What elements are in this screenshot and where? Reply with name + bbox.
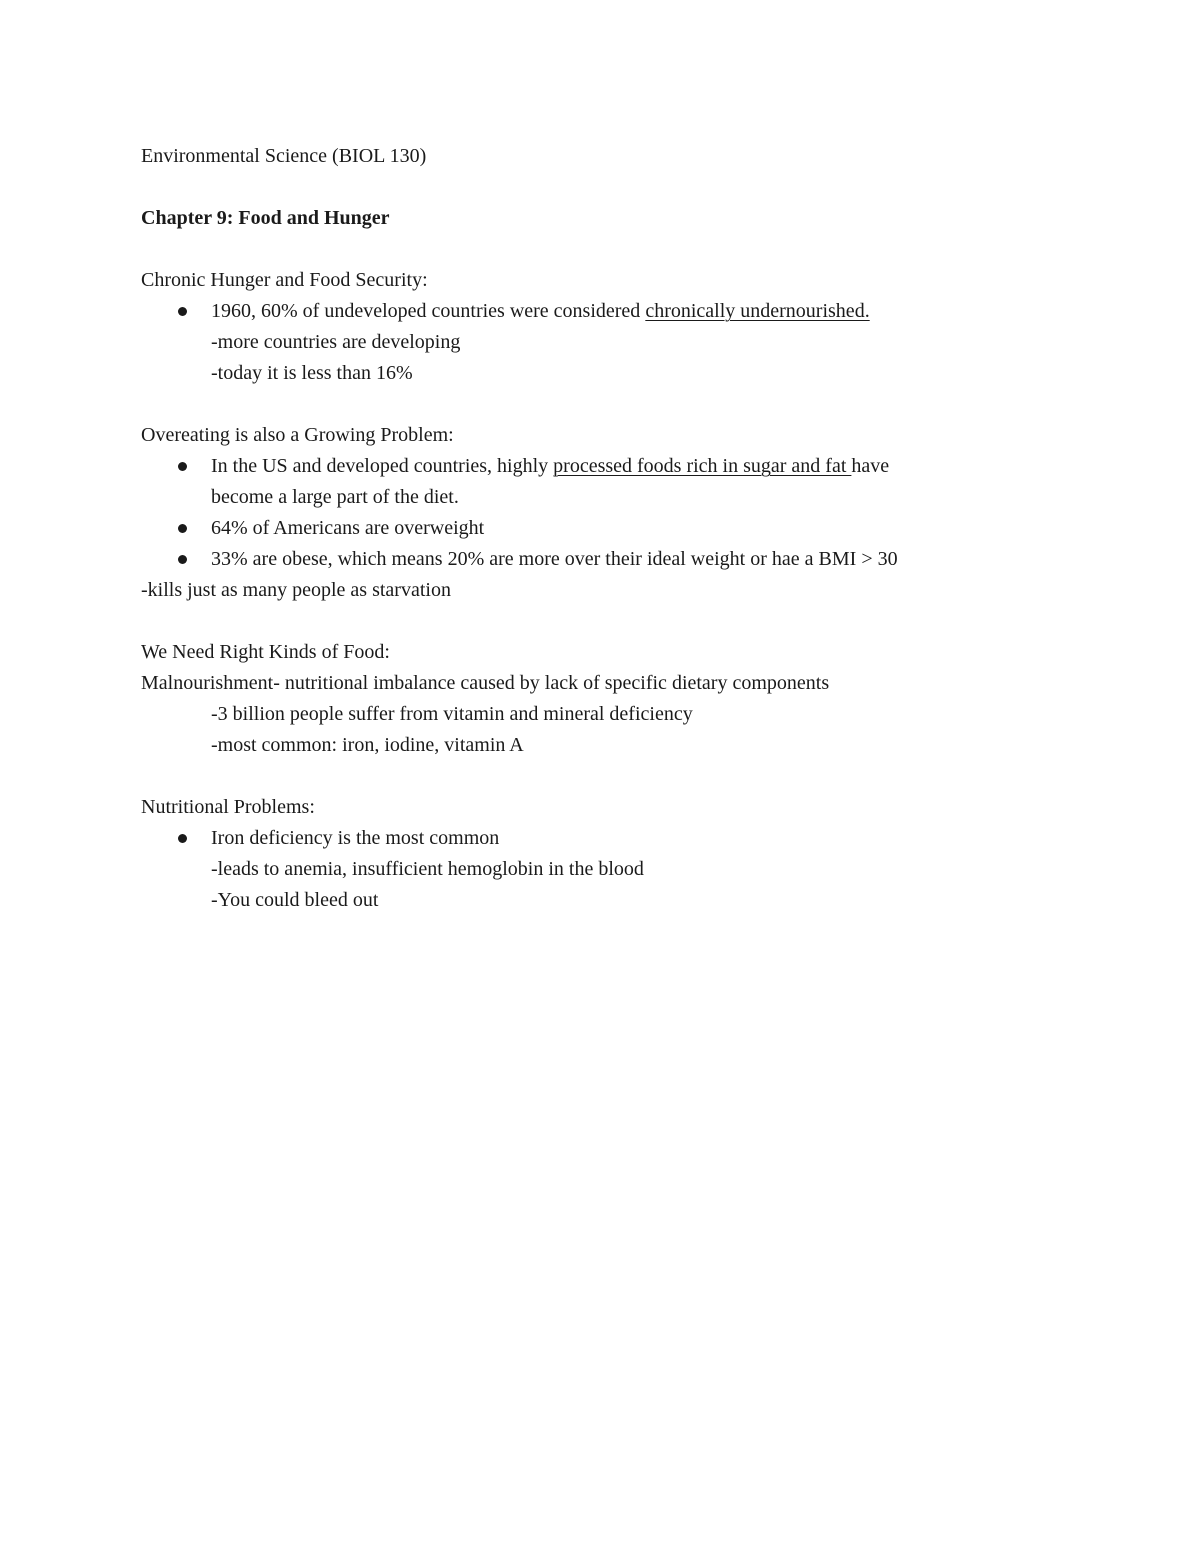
underlined-term: processed foods rich in sugar and fat	[553, 455, 852, 477]
bullet-icon	[178, 555, 187, 564]
note: -kills just as many people as starvation	[141, 579, 451, 601]
bullet-icon	[178, 524, 187, 533]
list-item: 33% are obese, which means 20% are more over their ideal weight or hae a BMI > 30	[211, 548, 898, 570]
sub-note: -today it is less than 16%	[211, 362, 413, 384]
list-item: 64% of Americans are overweight	[211, 517, 485, 539]
bullet-icon	[178, 462, 187, 471]
list-item	[211, 451, 889, 482]
list-item-text: In the US and developed countries, highly	[211, 455, 554, 477]
sub-note: -leads to anemia, insufficient hemoglobin in the blood	[211, 858, 644, 880]
list-item-text: have	[851, 455, 890, 477]
underlined-term: chronically undernourished.	[645, 300, 870, 322]
bullet-icon	[178, 307, 187, 316]
list-item	[211, 296, 870, 327]
section-heading-nutritional: Nutritional Problems:	[141, 796, 315, 818]
sub-note: -3 billion people suffer from vitamin and mineral deficiency	[211, 703, 693, 725]
chapter-title: Chapter 9: Food and Hunger	[141, 207, 390, 229]
section-heading-chronic-hunger: Chronic Hunger and Food Security:	[141, 269, 428, 291]
definition: Malnourishment- nutritional imbalance caused by lack of specific dietary components	[141, 672, 830, 694]
sub-note: -You could bleed out	[211, 889, 379, 911]
sub-note: -more countries are developing	[211, 331, 461, 353]
course-title: Environmental Science (BIOL 130)	[141, 145, 427, 167]
section-heading-overeating: Overeating is also a Growing Problem:	[141, 424, 454, 446]
list-item-text: 1960, 60% of undeveloped countries were considered	[211, 300, 646, 322]
list-item: Iron deficiency is the most common	[211, 827, 500, 849]
bullet-icon	[178, 834, 187, 843]
section-heading-right-food: We Need Right Kinds of Food:	[141, 641, 390, 663]
list-item-continuation: become a large part of the diet.	[211, 486, 459, 508]
sub-note: -most common: iron, iodine, vitamin A	[211, 734, 524, 756]
